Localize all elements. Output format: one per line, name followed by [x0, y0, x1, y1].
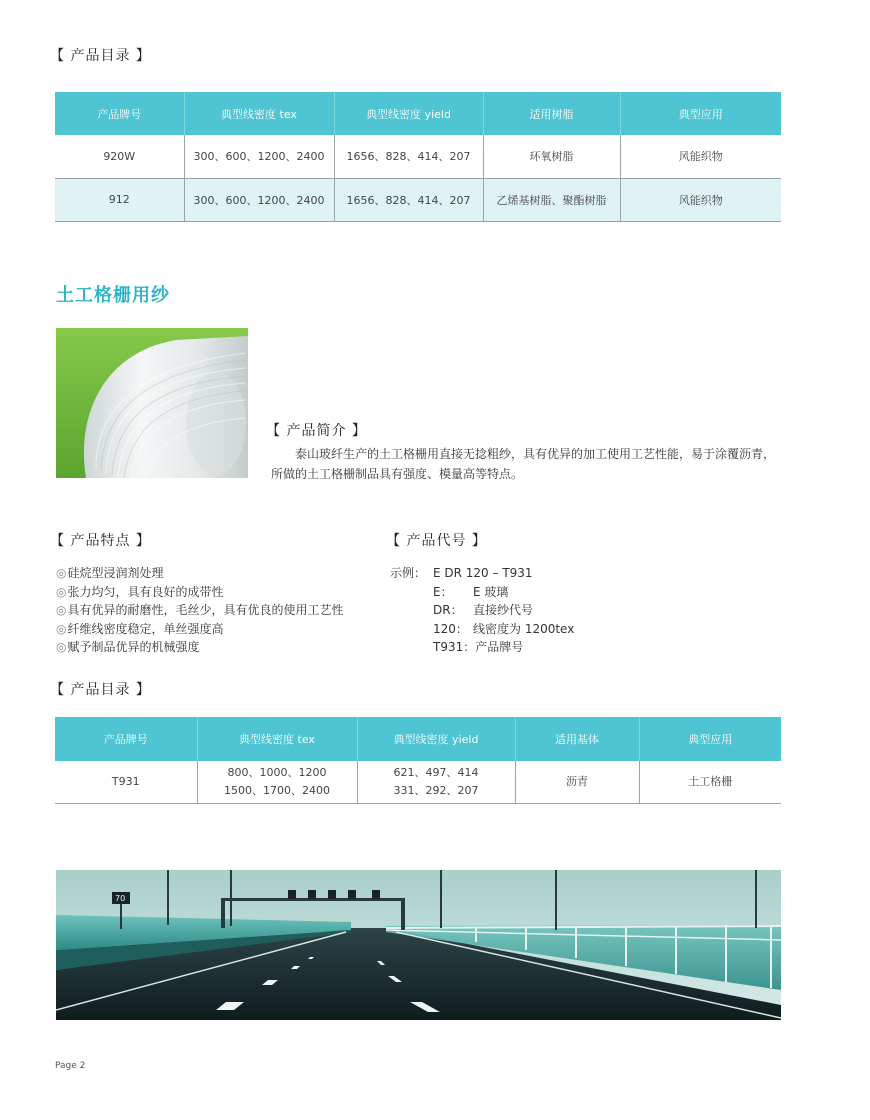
column-header: 典型应用: [620, 92, 781, 135]
table-cell: 920W: [55, 135, 184, 178]
table-header-row: [55, 92, 781, 135]
table-cell: 风能织物: [620, 178, 781, 221]
table-cell: 环氧树脂: [483, 135, 620, 178]
tex-line: 1500、1700、2400: [224, 783, 330, 797]
table-row: [55, 135, 781, 178]
yarn-spool-photo: [56, 328, 248, 478]
list-item: ◎ 张力均匀，具有良好的成带性: [56, 583, 344, 602]
table-cell: [357, 761, 515, 803]
column-header: 典型线密度 yield: [334, 92, 483, 135]
code-key: E：: [433, 584, 453, 599]
column-header: 产品牌号: [55, 92, 184, 135]
highway-photo: [56, 870, 781, 1020]
code-item: [390, 583, 574, 602]
table-cell: 土工格栅: [639, 761, 781, 803]
table-cell: 乙烯基树脂、聚酯树脂: [483, 178, 620, 221]
features-title: 【 产品特点 】: [50, 533, 151, 549]
code-value: 线密度为 1200tex: [473, 621, 575, 636]
catalog-title-2: 【 产品目录 】: [50, 682, 151, 698]
product-catalog-table-1: [55, 92, 781, 222]
table-row: [55, 178, 781, 221]
product-heading: 土工格栅用纱: [56, 285, 170, 306]
code-value: 产品牌号: [475, 640, 524, 654]
yarn-spool-illustration: [56, 328, 248, 478]
page-number: Page 2: [55, 1061, 86, 1071]
code-example-value: E DR 120 – T931: [433, 566, 533, 580]
column-header: 典型线密度 yield: [357, 717, 515, 761]
table-cell: 1656、828、414、207: [334, 178, 483, 221]
code-key: T931：: [433, 640, 476, 654]
column-header: 典型线密度 tex: [184, 92, 334, 135]
column-header: 适用树脂: [483, 92, 620, 135]
yield-line: 331、292、207: [393, 783, 479, 797]
tex-line: 800、1000、1200: [227, 765, 327, 779]
table-cell: 1656、828、414、207: [334, 135, 483, 178]
table-header-row: [55, 717, 781, 761]
list-item: ◎ 硅烷型浸润剂处理: [56, 564, 344, 583]
list-item: ◎ 具有优异的耐磨性，毛丝少，具有优良的使用工艺性: [56, 601, 344, 620]
highway-illustration: [56, 870, 781, 1020]
yield-line: 621、497、414: [393, 765, 479, 779]
table-cell: 风能织物: [620, 135, 781, 178]
intro-title: 【 产品简介 】: [266, 423, 367, 439]
code-title: 【 产品代号 】: [386, 533, 487, 549]
product-catalog-table-2: [55, 717, 781, 804]
code-key: 120：: [433, 621, 468, 636]
code-item: [390, 620, 574, 639]
code-example-row: [390, 564, 574, 583]
column-header: 典型应用: [639, 717, 781, 761]
column-header: 产品牌号: [55, 717, 197, 761]
table-cell: 300、600、1200、2400: [184, 178, 334, 221]
column-header: 适用基体: [515, 717, 639, 761]
code-item: [390, 638, 574, 657]
road-sign-text: 70: [115, 894, 126, 903]
product-code-block: [390, 564, 574, 657]
features-list: [56, 564, 344, 657]
list-item: ◎ 赋予制品优异的机械强度: [56, 638, 344, 657]
list-item: ◎ 纤维线密度稳定，单丝强度高: [56, 620, 344, 639]
code-item: [390, 601, 574, 620]
code-value: E 玻璃: [473, 584, 509, 599]
table-cell: [197, 761, 357, 803]
column-header: 典型线密度 tex: [197, 717, 357, 761]
code-key: DR：: [433, 603, 463, 617]
intro-paragraph: 泰山玻纤生产的土工格栅用直接无捻粗纱，具有优异的加工使用工艺性能，易于涂覆沥青，所做的土工格栅制品具有强度、模量高等特点。: [271, 447, 776, 481]
code-example-label: 示例：: [390, 566, 427, 580]
table-cell: 沥青: [515, 761, 639, 803]
catalog-title-1: 【 产品目录 】: [50, 48, 151, 64]
code-value: 直接纱代号: [473, 603, 534, 617]
table-cell: T931: [55, 761, 197, 803]
table-cell: 912: [55, 178, 184, 221]
table-row: [55, 761, 781, 803]
table-cell: 300、600、1200、2400: [184, 135, 334, 178]
